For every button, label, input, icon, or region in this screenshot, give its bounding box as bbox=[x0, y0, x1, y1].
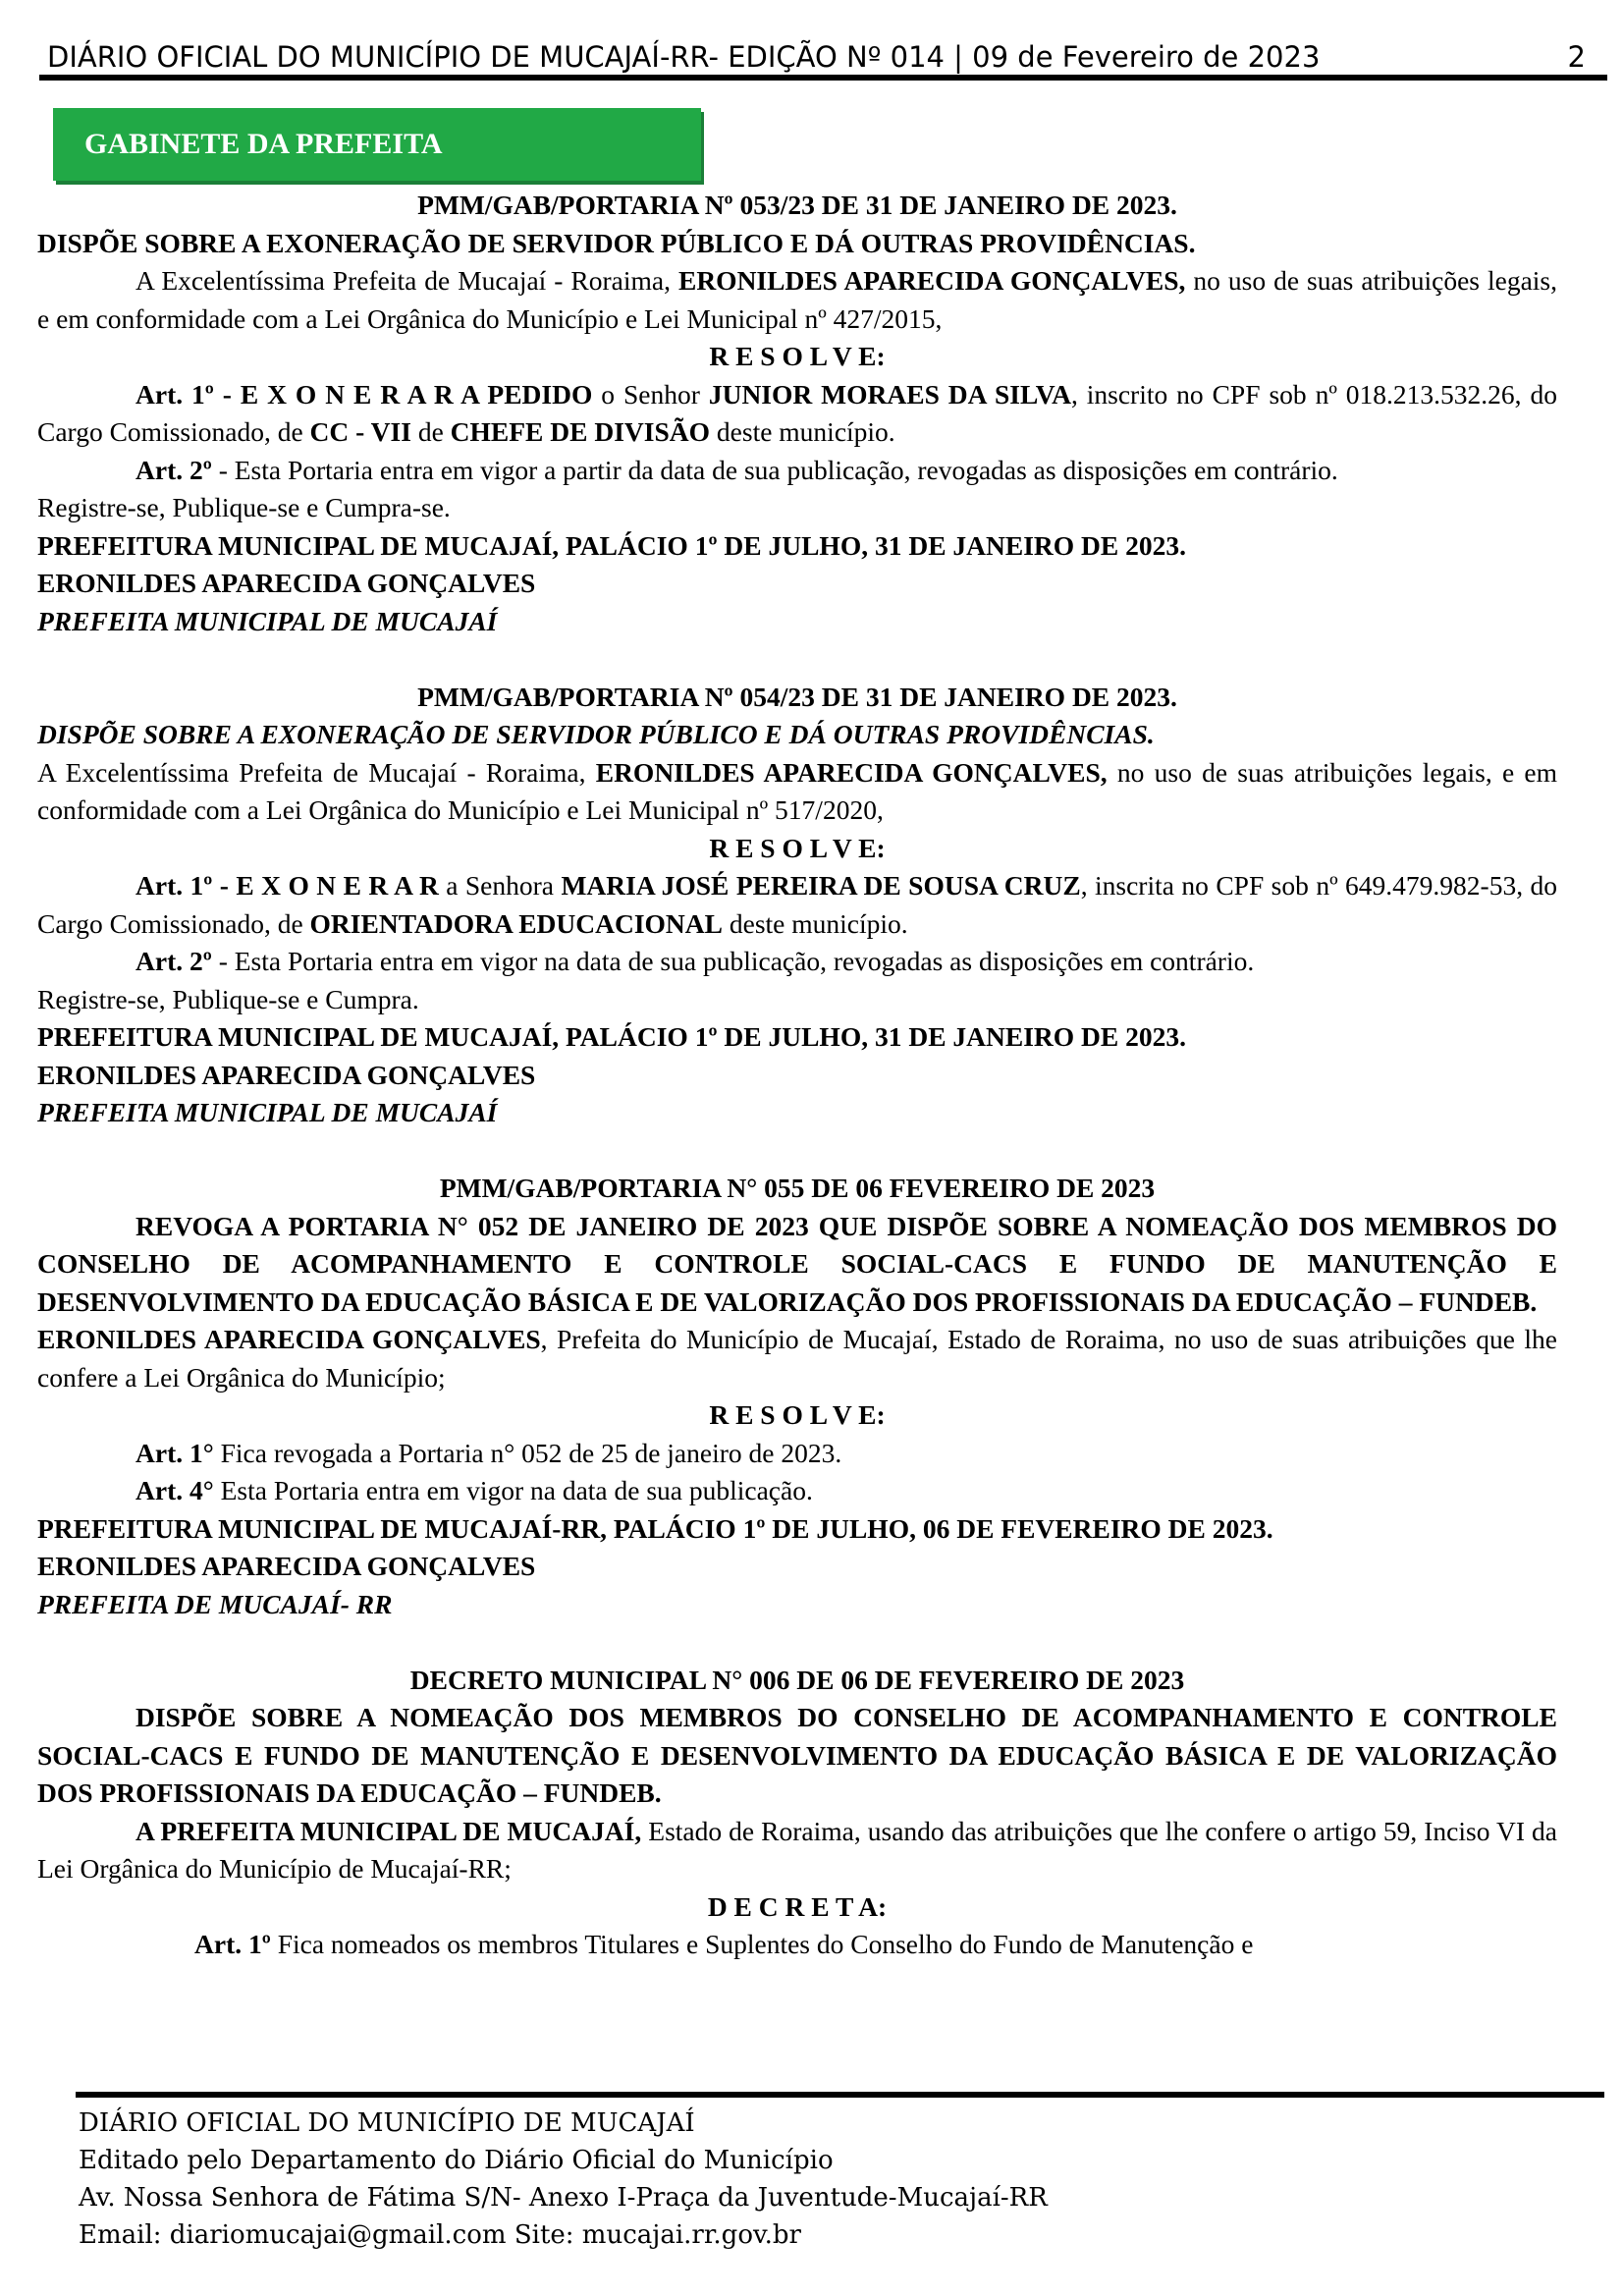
portaria-title: PMM/GAB/PORTARIA Nº 054/23 DE 31 DE JANEIRO DE 2023. bbox=[417, 681, 1177, 712]
article-2: Art. 2º - Esta Portaria entra em vigor na data de sua publicação, revogadas as disposições em contrário. bbox=[135, 946, 1255, 976]
signer-name: ERONILDES APARECIDA GONÇALVES bbox=[37, 1551, 536, 1581]
page-header bbox=[39, 37, 1605, 77]
portaria-subject: DISPÕE SOBRE A EXONERAÇÃO DE SERVIDOR PÚBLICO E DÁ OUTRAS PROVIDÊNCIAS. bbox=[37, 227, 1196, 258]
portaria-intro: A Excelentíssima Prefeita de Mucajaí - Roraima, ERONILDES APARECIDA GONÇALVES, no uso de suas atribuições legais, e em conformidade com a Lei Orgânica do Município e Lei Municipal nº 517/2020, bbox=[37, 756, 1558, 825]
portaria-title: PMM/GAB/PORTARIA Nº 053/23 DE 31 DE JANEIRO DE 2023. bbox=[417, 190, 1177, 220]
signer-name: ERONILDES APARECIDA GONÇALVES bbox=[37, 568, 536, 598]
article-1: Art. 1º - E X O N E R A R a Senhora MARIA JOSÉ PEREIRA DE SOUSA CRUZ, inscrita no CPF sob nº 649.479.982-53, do Cargo Comissionado, de ORIENTADORA EDUCACIONAL deste município. bbox=[37, 870, 1558, 939]
decreto-intro: A PREFEITA MUNICIPAL DE MUCAJAÍ, Estado de Roraima, usando das atribuições que lhe confere o artigo 59, Inciso VI da Lei Orgânica do Município de Mucajaí-RR; bbox=[37, 1815, 1557, 1884]
signer-title: PREFEITA MUNICIPAL DE MUCAJAÍ bbox=[37, 1097, 498, 1127]
portaria-054 bbox=[37, 679, 1557, 1132]
decreta-heading: D E C R E T A: bbox=[707, 1890, 888, 1922]
page-number: 2 bbox=[1567, 40, 1586, 74]
article-2: Art. 2º - Esta Portaria entra em vigor a partir da data de sua publicação, revogadas as disposições em contrário. bbox=[135, 454, 1338, 485]
page-footer bbox=[79, 2105, 1551, 2254]
header-title: DIÁRIO OFICIAL DO MUNICÍPIO DE MUCAJAÍ-RR- EDIÇÃO Nº 014 | 09 de Fevereiro de 2023 bbox=[47, 40, 1321, 74]
decreto-title: DECRETO MUNICIPAL N° 006 DE 06 DE FEVEREIRO DE 2023 bbox=[409, 1664, 1185, 1695]
portaria-subject: REVOGA A PORTARIA N° 052 DE JANEIRO DE 2023 QUE DISPÕE SOBRE A NOMEAÇÃO DOS MEMBROS DO CONSELHO DE ACOMPANHAMENTO E CONTROLE SOCIAL-CACS E FUNDO DE MANUTENÇÃO E DESENVOLVIMENTO DA EDUCAÇÃO BÁSICA E DE VALORIZAÇÃO DOS PROFISSIONAIS DA EDUCAÇÃO – FUNDEB. bbox=[37, 1210, 1557, 1317]
place-date: PREFEITURA MUNICIPAL DE MUCAJAÍ, PALÁCIO 1º DE JULHO, 31 DE JANEIRO DE 2023. bbox=[37, 529, 1186, 561]
decreto-006 bbox=[37, 1662, 1557, 1964]
section-banner: GABINETE DA PREFEITA bbox=[53, 108, 701, 181]
article-1: Art. 1° Fica revogada a Portaria n° 052 de 25 de janeiro de 2023. bbox=[135, 1437, 842, 1468]
article-1: Art. 1º - E X O N E R A R A PEDIDO o Senhor JUNIOR MORAES DA SILVA, inscrito no CPF sob nº 018.213.532.26, do Cargo Comissionado, de CC - VII de CHEFE DE DIVISÃO deste município. bbox=[37, 378, 1557, 447]
portaria-title: PMM/GAB/PORTARIA N° 055 DE 06 FEVEREIRO DE 2023 bbox=[439, 1173, 1156, 1203]
resolve-heading: R E S O L V E: bbox=[709, 832, 886, 863]
portaria-subject: DISPÕE SOBRE A EXONERAÇÃO DE SERVIDOR PÚBLICO E DÁ OUTRAS PROVIDÊNCIAS. bbox=[37, 719, 1155, 749]
decreto-subject: DISPÕE SOBRE A NOMEAÇÃO DOS MEMBROS DO CONSELHO DE ACOMPANHAMENTO E CONTROLE SOCIAL-CACS E FUNDO DE MANUTENÇÃO E DESENVOLVIMENTO DA EDUCAÇÃO BÁSICA E DE VALORIZAÇÃO DOS PROFISSIONAIS DA EDUCAÇÃO – FUNDEB. bbox=[37, 1702, 1557, 1808]
header-rule bbox=[39, 75, 1607, 81]
resolve-heading: R E S O L V E: bbox=[709, 341, 886, 371]
spacer bbox=[37, 1623, 1557, 1662]
article-4: Art. 4° Esta Portaria entra em vigor na data de sua publicação. bbox=[135, 1475, 813, 1505]
prefeita-name: A PREFEITA MUNICIPAL DE MUCAJAÍ, bbox=[135, 1815, 642, 1846]
portaria-055 bbox=[37, 1170, 1557, 1623]
footer-address: Av. Nossa Senhora de Fátima S/N- Anexo I-Praça da Juventude-Mucajaí-RR bbox=[79, 2183, 1048, 2213]
footer-publication: DIÁRIO OFICIAL DO MUNICÍPIO DE MUCAJAÍ bbox=[79, 2108, 695, 2138]
place-date: PREFEITURA MUNICIPAL DE MUCAJAÍ-RR, PALÁCIO 1º DE JULHO, 06 DE FEVEREIRO DE 2023. bbox=[37, 1512, 1273, 1544]
place-date: PREFEITURA MUNICIPAL DE MUCAJAÍ, PALÁCIO 1º DE JULHO, 31 DE JANEIRO DE 2023. bbox=[37, 1021, 1186, 1052]
prefeita-name: ERONILDES APARECIDA GONÇALVES bbox=[37, 1324, 541, 1354]
prefeita-name: ERONILDES APARECIDA GONÇALVES, bbox=[595, 756, 1108, 788]
prefeita-name: ERONILDES APARECIDA GONÇALVES, bbox=[677, 265, 1186, 296]
portaria-intro: A Excelentíssima Prefeita de Mucajaí - Roraima, ERONILDES APARECIDA GONÇALVES, no uso de suas atribuições legais, e em conformidade com a Lei Orgânica do Município e Lei Municipal nº 427/2015, bbox=[37, 265, 1558, 334]
footer-editor: Editado pelo Departamento do Diário Oficial do Município bbox=[79, 2146, 834, 2175]
signer-name: ERONILDES APARECIDA GONÇALVES bbox=[37, 1059, 536, 1090]
closing-text: Registre-se, Publique-se e Cumpra-se. bbox=[37, 492, 451, 522]
resolve-heading: R E S O L V E: bbox=[709, 1399, 886, 1430]
portaria-053 bbox=[37, 187, 1557, 640]
signer-title: PREFEITA MUNICIPAL DE MUCAJAÍ bbox=[37, 605, 498, 636]
portaria-intro: ERONILDES APARECIDA GONÇALVES, Prefeita do Município de Mucajaí, Estado de Roraima, no uso de suas atribuições que lhe confere a Lei Orgânica do Município; bbox=[37, 1324, 1558, 1393]
signer-title: PREFEITA DE MUCAJAÍ- RR bbox=[37, 1588, 393, 1619]
footer-contact: Email: diariomucajai@gmail.com Site: mucajai.rr.gov.br bbox=[79, 2220, 801, 2250]
servidor-name: MARIA JOSÉ PEREIRA DE SOUSA CRUZ bbox=[561, 870, 1081, 901]
servidor-name: JUNIOR MORAES DA SILVA bbox=[708, 378, 1071, 410]
spacer bbox=[37, 1132, 1557, 1171]
document-body bbox=[37, 187, 1557, 1964]
footer-rule bbox=[76, 2092, 1604, 2098]
closing-text: Registre-se, Publique-se e Cumpra. bbox=[37, 983, 419, 1014]
spacer bbox=[37, 640, 1557, 679]
article-1: Art. 1º Fica nomeados os membros Titulares e Suplentes do Conselho do Fundo de Manutenção e bbox=[194, 1929, 1254, 1959]
